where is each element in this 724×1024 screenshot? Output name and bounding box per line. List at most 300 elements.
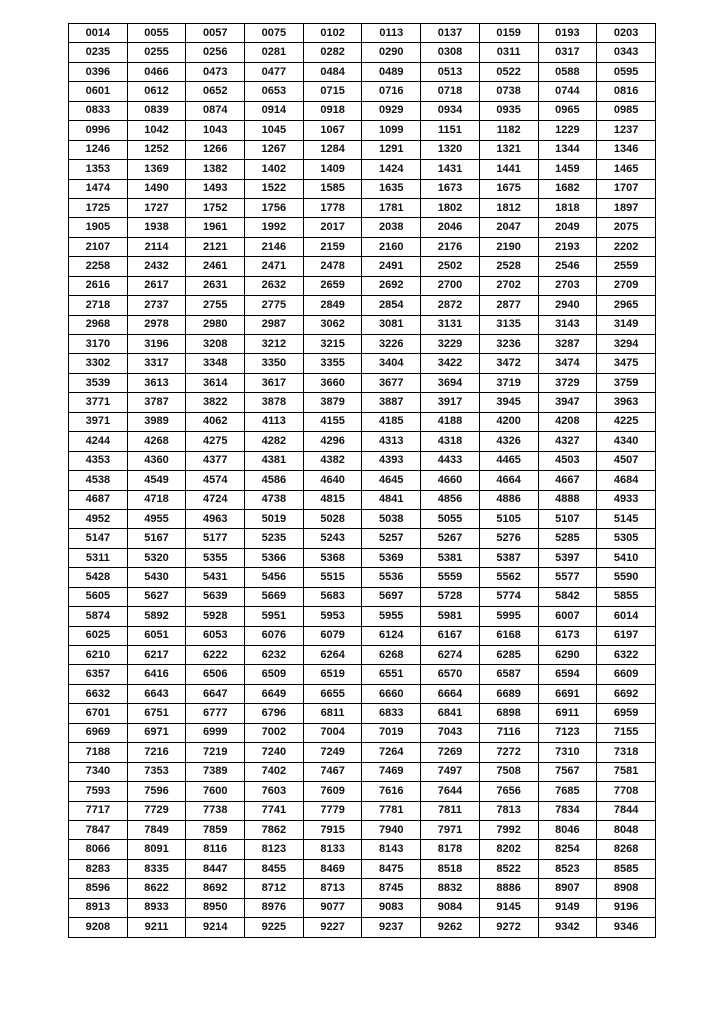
table-cell: 8622 <box>127 879 186 898</box>
table-cell: 2632 <box>245 276 304 295</box>
table-cell: 8455 <box>245 859 304 878</box>
table-cell: 5842 <box>538 587 597 606</box>
table-cell: 6777 <box>186 704 245 723</box>
table-cell: 2940 <box>538 296 597 315</box>
table-cell: 6076 <box>245 626 304 645</box>
table-cell: 5955 <box>362 607 421 626</box>
table-cell: 5147 <box>69 529 128 548</box>
table-cell: 5456 <box>245 568 304 587</box>
table-cell: 9225 <box>245 918 304 937</box>
table-cell: 6222 <box>186 646 245 665</box>
table-cell: 2987 <box>245 315 304 334</box>
table-cell: 5243 <box>303 529 362 548</box>
table-cell: 5639 <box>186 587 245 606</box>
table-row <box>69 587 656 606</box>
table-cell: 4381 <box>245 451 304 470</box>
table-cell: 9346 <box>597 918 656 937</box>
table-cell: 0466 <box>127 62 186 81</box>
table-cell: 4856 <box>421 490 480 509</box>
table-cell: 7340 <box>69 762 128 781</box>
table-cell: 4815 <box>303 490 362 509</box>
table-cell: 4684 <box>597 471 656 490</box>
table-cell: 8447 <box>186 859 245 878</box>
table-cell: 3729 <box>538 373 597 392</box>
table-cell: 6506 <box>186 665 245 684</box>
table-cell: 0929 <box>362 101 421 120</box>
table-cell: 3302 <box>69 354 128 373</box>
table-cell: 7600 <box>186 782 245 801</box>
table-cell: 5019 <box>245 509 304 528</box>
table-cell: 2617 <box>127 276 186 295</box>
table-cell: 3236 <box>479 335 538 354</box>
table-row <box>69 315 656 334</box>
table-cell: 7685 <box>538 782 597 801</box>
table-cell: 5577 <box>538 568 597 587</box>
table-cell: 6655 <box>303 684 362 703</box>
table-cell: 8046 <box>538 820 597 839</box>
table-cell: 1321 <box>479 140 538 159</box>
table-cell: 0935 <box>479 101 538 120</box>
table-cell: 2046 <box>421 218 480 237</box>
table-cell: 6290 <box>538 646 597 665</box>
table-cell: 3945 <box>479 393 538 412</box>
table-cell: 2616 <box>69 276 128 295</box>
table-row <box>69 179 656 198</box>
table-cell: 4963 <box>186 509 245 528</box>
table-cell: 8475 <box>362 859 421 878</box>
table-cell: 0816 <box>597 82 656 101</box>
table-cell: 8712 <box>245 879 304 898</box>
table-cell: 0282 <box>303 43 362 62</box>
table-cell: 2700 <box>421 276 480 295</box>
table-cell: 0137 <box>421 24 480 43</box>
table-cell: 3878 <box>245 393 304 412</box>
table-row <box>69 393 656 412</box>
table-cell: 8116 <box>186 840 245 859</box>
table-cell: 7741 <box>245 801 304 820</box>
table-row <box>69 607 656 626</box>
table-cell: 7603 <box>245 782 304 801</box>
table-cell: 2546 <box>538 257 597 276</box>
table-cell: 5728 <box>421 587 480 606</box>
table-cell: 3917 <box>421 393 480 412</box>
table-cell: 9237 <box>362 918 421 937</box>
table-cell: 3613 <box>127 373 186 392</box>
table-cell: 1291 <box>362 140 421 159</box>
table-cell: 5874 <box>69 607 128 626</box>
table-cell: 2631 <box>186 276 245 295</box>
table-cell: 4225 <box>597 412 656 431</box>
table-cell: 5305 <box>597 529 656 548</box>
table-cell: 5397 <box>538 548 597 567</box>
table-cell: 3677 <box>362 373 421 392</box>
table-row <box>69 840 656 859</box>
table-cell: 4318 <box>421 432 480 451</box>
table-cell: 8335 <box>127 859 186 878</box>
table-cell: 0255 <box>127 43 186 62</box>
table-cell: 6689 <box>479 684 538 703</box>
table-cell: 3294 <box>597 335 656 354</box>
table-cell: 0477 <box>245 62 304 81</box>
table-cell: 1431 <box>421 160 480 179</box>
table-cell: 5928 <box>186 607 245 626</box>
table-cell: 6701 <box>69 704 128 723</box>
table-cell: 1043 <box>186 121 245 140</box>
table-cell: 7940 <box>362 820 421 839</box>
table-cell: 7002 <box>245 723 304 742</box>
table-cell: 5951 <box>245 607 304 626</box>
table-cell: 4841 <box>362 490 421 509</box>
table-cell: 5028 <box>303 509 362 528</box>
table-cell: 0256 <box>186 43 245 62</box>
table-cell: 2702 <box>479 276 538 295</box>
table-cell: 0102 <box>303 24 362 43</box>
table-cell: 9262 <box>421 918 480 937</box>
table-cell: 8907 <box>538 879 597 898</box>
table-cell: 7811 <box>421 801 480 820</box>
table-cell: 1818 <box>538 198 597 217</box>
table-cell: 3660 <box>303 373 362 392</box>
table-cell: 2849 <box>303 296 362 315</box>
table-cell: 1725 <box>69 198 128 217</box>
table-row <box>69 43 656 62</box>
table-cell: 7717 <box>69 801 128 820</box>
table-cell: 1522 <box>245 179 304 198</box>
table-row <box>69 257 656 276</box>
table-cell: 4268 <box>127 432 186 451</box>
table-cell: 4282 <box>245 432 304 451</box>
table-cell: 5369 <box>362 548 421 567</box>
table-cell: 2461 <box>186 257 245 276</box>
table-cell: 3229 <box>421 335 480 354</box>
table-cell: 3287 <box>538 335 597 354</box>
table-cell: 7219 <box>186 743 245 762</box>
table-cell: 4062 <box>186 412 245 431</box>
table-cell: 6168 <box>479 626 538 645</box>
table-cell: 2775 <box>245 296 304 315</box>
table-cell: 1490 <box>127 179 186 198</box>
table-cell: 2755 <box>186 296 245 315</box>
table-cell: 4667 <box>538 471 597 490</box>
table-cell: 1673 <box>421 179 480 198</box>
table-cell: 4200 <box>479 412 538 431</box>
table-cell: 4340 <box>597 432 656 451</box>
table-cell: 2659 <box>303 276 362 295</box>
table-cell: 5257 <box>362 529 421 548</box>
table-cell: 4886 <box>479 490 538 509</box>
table-cell: 5697 <box>362 587 421 606</box>
table-cell: 1151 <box>421 121 480 140</box>
table-cell: 1229 <box>538 121 597 140</box>
table-cell: 6264 <box>303 646 362 665</box>
table-cell: 6647 <box>186 684 245 703</box>
table-cell: 8886 <box>479 879 538 898</box>
table-cell: 7508 <box>479 762 538 781</box>
table-cell: 0203 <box>597 24 656 43</box>
table-row <box>69 684 656 703</box>
table-cell: 3131 <box>421 315 480 334</box>
table-row <box>69 723 656 742</box>
table-cell: 3771 <box>69 393 128 412</box>
table-cell: 8048 <box>597 820 656 839</box>
table-row <box>69 237 656 256</box>
table-cell: 8832 <box>421 879 480 898</box>
table-row <box>69 82 656 101</box>
table-cell: 1353 <box>69 160 128 179</box>
table-cell: 0489 <box>362 62 421 81</box>
table-cell: 7019 <box>362 723 421 742</box>
table-cell: 4353 <box>69 451 128 470</box>
table-cell: 1961 <box>186 218 245 237</box>
table-cell: 2737 <box>127 296 186 315</box>
table-cell: 2049 <box>538 218 597 237</box>
table-cell: 2075 <box>597 218 656 237</box>
table-cell: 6691 <box>538 684 597 703</box>
table-cell: 0055 <box>127 24 186 43</box>
table-cell: 7264 <box>362 743 421 762</box>
table-cell: 6692 <box>597 684 656 703</box>
table-cell: 4185 <box>362 412 421 431</box>
table-cell: 4360 <box>127 451 186 470</box>
table-cell: 2502 <box>421 257 480 276</box>
table-cell: 0281 <box>245 43 304 62</box>
table-cell: 3317 <box>127 354 186 373</box>
table-cell: 0308 <box>421 43 480 62</box>
table-cell: 7813 <box>479 801 538 820</box>
table-cell: 6570 <box>421 665 480 684</box>
table-cell: 4664 <box>479 471 538 490</box>
table-cell: 2872 <box>421 296 480 315</box>
table-cell: 8713 <box>303 879 362 898</box>
table-row <box>69 432 656 451</box>
table-cell: 6811 <box>303 704 362 723</box>
table-cell: 3759 <box>597 373 656 392</box>
table-cell: 2491 <box>362 257 421 276</box>
table-cell: 7609 <box>303 782 362 801</box>
table-cell: 1756 <box>245 198 304 217</box>
table-cell: 9211 <box>127 918 186 937</box>
table-cell: 9084 <box>421 898 480 917</box>
table-cell: 5320 <box>127 548 186 567</box>
table-cell: 1778 <box>303 198 362 217</box>
table-cell: 0513 <box>421 62 480 81</box>
table-cell: 6124 <box>362 626 421 645</box>
table-row <box>69 490 656 509</box>
table-cell: 1099 <box>362 121 421 140</box>
table-cell: 3539 <box>69 373 128 392</box>
table-cell: 6959 <box>597 704 656 723</box>
table-cell: 3350 <box>245 354 304 373</box>
table-cell: 4244 <box>69 432 128 451</box>
table-cell: 7834 <box>538 801 597 820</box>
table-cell: 7781 <box>362 801 421 820</box>
table-row <box>69 918 656 937</box>
table-cell: 5311 <box>69 548 128 567</box>
table-cell: 4687 <box>69 490 128 509</box>
table-cell: 8523 <box>538 859 597 878</box>
table-cell: 2121 <box>186 237 245 256</box>
table-cell: 3617 <box>245 373 304 392</box>
table-cell: 5355 <box>186 548 245 567</box>
table-cell: 6969 <box>69 723 128 742</box>
table-cell: 0235 <box>69 43 128 62</box>
table-cell: 0057 <box>186 24 245 43</box>
table-cell: 0914 <box>245 101 304 120</box>
table-cell: 4538 <box>69 471 128 490</box>
table-cell: 8908 <box>597 879 656 898</box>
table-cell: 2176 <box>421 237 480 256</box>
table-cell: 3879 <box>303 393 362 412</box>
table-cell: 5562 <box>479 568 538 587</box>
table-cell: 3989 <box>127 412 186 431</box>
table-cell: 6268 <box>362 646 421 665</box>
table-cell: 5431 <box>186 568 245 587</box>
table-cell: 1897 <box>597 198 656 217</box>
table-cell: 7269 <box>421 743 480 762</box>
table-cell: 6833 <box>362 704 421 723</box>
table-row <box>69 451 656 470</box>
table-cell: 5683 <box>303 587 362 606</box>
table-cell: 5167 <box>127 529 186 548</box>
table-row <box>69 335 656 354</box>
table-cell: 7596 <box>127 782 186 801</box>
table-cell: 9077 <box>303 898 362 917</box>
table-cell: 7318 <box>597 743 656 762</box>
table-row <box>69 820 656 839</box>
table-row <box>69 898 656 917</box>
table-cell: 6053 <box>186 626 245 645</box>
table-row <box>69 412 656 431</box>
table-row <box>69 509 656 528</box>
table-cell: 2877 <box>479 296 538 315</box>
table-cell: 8143 <box>362 840 421 859</box>
table-cell: 0113 <box>362 24 421 43</box>
table-cell: 0718 <box>421 82 480 101</box>
table-cell: 7240 <box>245 743 304 762</box>
table-cell: 5055 <box>421 509 480 528</box>
table-cell: 6796 <box>245 704 304 723</box>
table-cell: 8913 <box>69 898 128 917</box>
table-cell: 1266 <box>186 140 245 159</box>
table-cell: 2258 <box>69 257 128 276</box>
table-cell: 7272 <box>479 743 538 762</box>
table-cell: 6519 <box>303 665 362 684</box>
table-cell: 7353 <box>127 762 186 781</box>
table-cell: 5855 <box>597 587 656 606</box>
table-cell: 6898 <box>479 704 538 723</box>
table-cell: 6197 <box>597 626 656 645</box>
table-cell: 7844 <box>597 801 656 820</box>
table-cell: 8518 <box>421 859 480 878</box>
table-cell: 2114 <box>127 237 186 256</box>
table-cell: 8933 <box>127 898 186 917</box>
table-cell: 2528 <box>479 257 538 276</box>
table-cell: 6971 <box>127 723 186 742</box>
table-cell: 7915 <box>303 820 362 839</box>
table-cell: 8268 <box>597 840 656 859</box>
table-cell: 0612 <box>127 82 186 101</box>
table-cell: 0833 <box>69 101 128 120</box>
table-cell: 7043 <box>421 723 480 742</box>
table-cell: 4586 <box>245 471 304 490</box>
table-row <box>69 743 656 762</box>
table-cell: 7729 <box>127 801 186 820</box>
table-cell: 1344 <box>538 140 597 159</box>
table-cell: 7123 <box>538 723 597 742</box>
table-cell: 5410 <box>597 548 656 567</box>
table-cell: 2703 <box>538 276 597 295</box>
table-cell: 1465 <box>597 160 656 179</box>
table-cell: 7467 <box>303 762 362 781</box>
table-cell: 3422 <box>421 354 480 373</box>
table-row <box>69 762 656 781</box>
table-cell: 5590 <box>597 568 656 587</box>
table-row <box>69 568 656 587</box>
table-cell: 6285 <box>479 646 538 665</box>
table-cell: 3355 <box>303 354 362 373</box>
table-cell: 2478 <box>303 257 362 276</box>
table-row <box>69 704 656 723</box>
table-cell: 1707 <box>597 179 656 198</box>
table-row <box>69 276 656 295</box>
table-cell: 4155 <box>303 412 362 431</box>
table-cell: 5995 <box>479 607 538 626</box>
table-cell: 5892 <box>127 607 186 626</box>
table-cell: 4382 <box>303 451 362 470</box>
table-cell: 3822 <box>186 393 245 412</box>
table-cell: 2038 <box>362 218 421 237</box>
table-cell: 8123 <box>245 840 304 859</box>
table-cell: 1320 <box>421 140 480 159</box>
table-cell: 1284 <box>303 140 362 159</box>
table-row <box>69 548 656 567</box>
table-cell: 0716 <box>362 82 421 101</box>
table-cell: 3472 <box>479 354 538 373</box>
table-cell: 4507 <box>597 451 656 470</box>
table-cell: 6999 <box>186 723 245 742</box>
table-cell: 3062 <box>303 315 362 334</box>
table-cell: 3963 <box>597 393 656 412</box>
table-cell: 1067 <box>303 121 362 140</box>
table-cell: 6079 <box>303 626 362 645</box>
table-cell: 7004 <box>303 723 362 742</box>
table-cell: 8469 <box>303 859 362 878</box>
table-cell: 4313 <box>362 432 421 451</box>
table-row <box>69 801 656 820</box>
table-cell: 9272 <box>479 918 538 937</box>
table-cell: 6609 <box>597 665 656 684</box>
table-cell: 3694 <box>421 373 480 392</box>
table-cell: 4503 <box>538 451 597 470</box>
table-cell: 2202 <box>597 237 656 256</box>
table-cell: 7644 <box>421 782 480 801</box>
table-row <box>69 140 656 159</box>
table-cell: 0918 <box>303 101 362 120</box>
table-cell: 4465 <box>479 451 538 470</box>
table-cell: 5267 <box>421 529 480 548</box>
table-cell: 4738 <box>245 490 304 509</box>
table-cell: 3348 <box>186 354 245 373</box>
table-cell: 0652 <box>186 82 245 101</box>
table-cell: 6594 <box>538 665 597 684</box>
table-cell: 9342 <box>538 918 597 937</box>
table-cell: 3208 <box>186 335 245 354</box>
table-cell: 3135 <box>479 315 538 334</box>
table-cell: 1459 <box>538 160 597 179</box>
table-cell: 1246 <box>69 140 128 159</box>
table-row <box>69 160 656 179</box>
table-cell: 6664 <box>421 684 480 703</box>
